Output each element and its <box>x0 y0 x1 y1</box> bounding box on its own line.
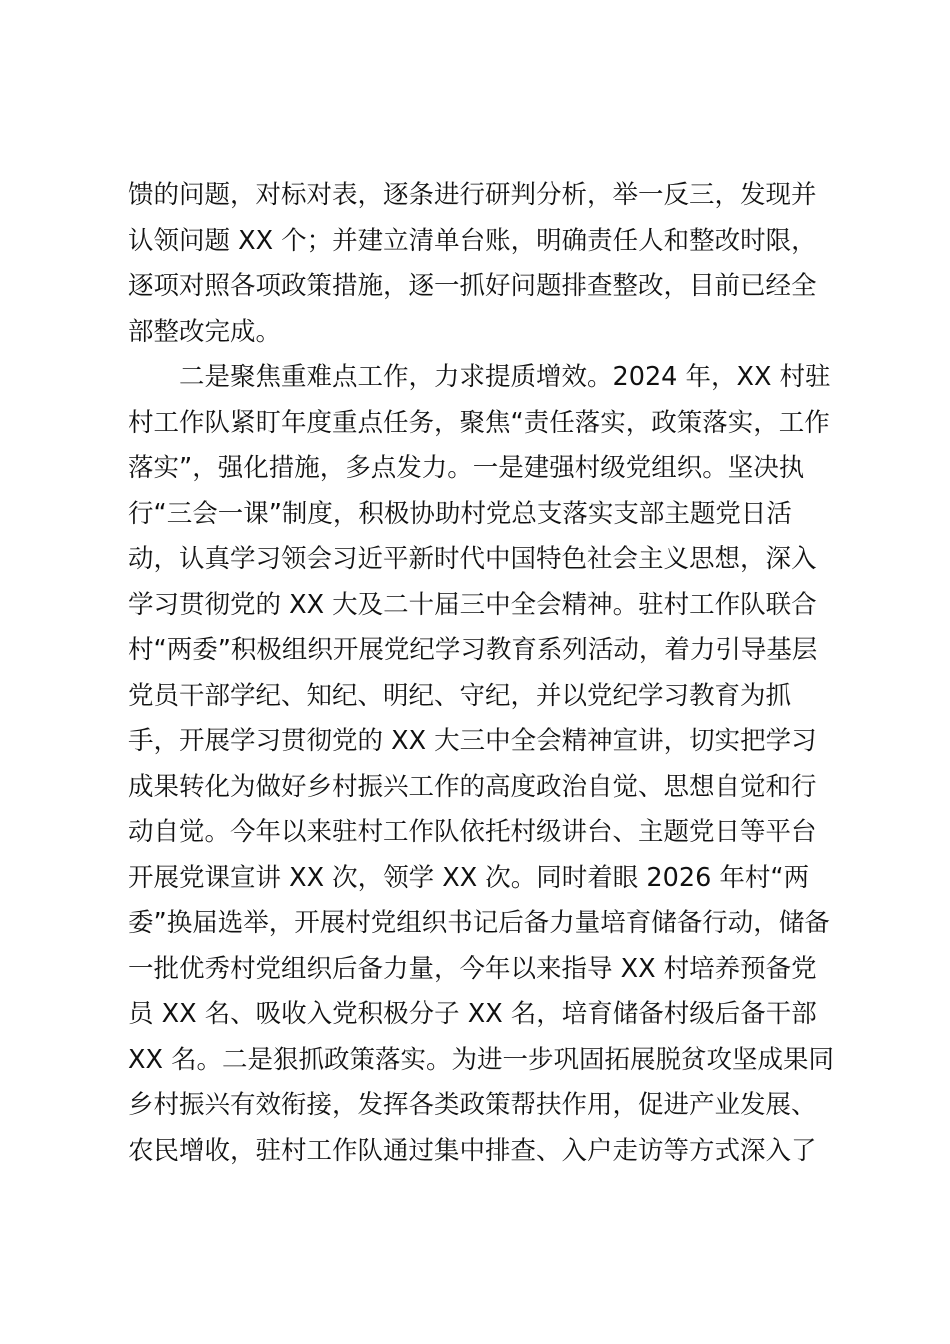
text-line: 落实”，强化措施，多点发力。一是建强村级党组织。坚决执 <box>128 453 805 483</box>
document-body <box>128 173 835 1174</box>
text-line: 成果转化为做好乡村振兴工作的高度政治自觉、思想自觉和行 <box>128 771 817 802</box>
text-line: 馈的问题，对标对表，逐条进行研判分析，举一反三，发现并 <box>128 180 817 210</box>
text-line: 村“两委”积极组织开展党纪学习教育系列活动，着力引导基层 <box>128 635 818 665</box>
text-line: 开展党课宣讲 XX 次，领学 XX 次。同时着眼 2026 年村“两 <box>128 862 810 893</box>
text-line: 行“三会一课”制度，积极协助村党总支落实支部主题党日活 <box>128 498 792 529</box>
text-line: 部整改完成。 <box>128 316 282 347</box>
text-line: 村工作队紧盯年度重点任务，聚焦“责任落实，政策落实，工作 <box>128 407 830 438</box>
paragraph-1 <box>128 173 828 355</box>
text-line: 委”换届选举，开展村党组织书记后备力量培育储备行动，储备 <box>128 908 830 938</box>
text-line: 员 XX 名、吸收入党积极分子 XX 名，培育储备村级后备干部 <box>128 999 817 1029</box>
text-line: 一批优秀村党组织后备力量，今年以来指导 XX 村培养预备党 <box>128 953 817 984</box>
text-line: XX 名。二是狠抓政策落实。为进一步巩固拓展脱贫攻坚成果同 <box>128 1044 835 1075</box>
text-line: 动自觉。今年以来驻村工作队依托村级讲台、主题党日等平台 <box>128 817 817 847</box>
text-line: 乡村振兴有效衔接，发挥各类政策帮扶作用，促进产业发展、 <box>128 1090 817 1120</box>
text-line: 学习贯彻党的 XX 大及二十届三中全会精神。驻村工作队联合 <box>128 589 817 620</box>
text-line: 二是聚焦重难点工作，力求提质增效。2024 年，XX 村驻 <box>179 362 831 392</box>
paragraph-2 <box>128 355 835 1174</box>
text-line: 认领问题 XX 个；并建立清单台账，明确责任人和整改时限， <box>128 225 817 256</box>
text-line: 农民增收，驻村工作队通过集中排查、入户走访等方式深入了 <box>128 1135 817 1166</box>
text-line: 手，开展学习贯彻党的 XX 大三中全会精神宣讲，切实把学习 <box>128 726 817 756</box>
text-line: 动，认真学习领会习近平新时代中国特色社会主义思想，深入 <box>128 544 817 574</box>
text-line: 逐项对照各项政策措施，逐一抓好问题排查整改，目前已经全 <box>128 271 817 301</box>
text-line: 党员干部学纪、知纪、明纪、守纪，并以党纪学习教育为抓 <box>128 680 792 711</box>
